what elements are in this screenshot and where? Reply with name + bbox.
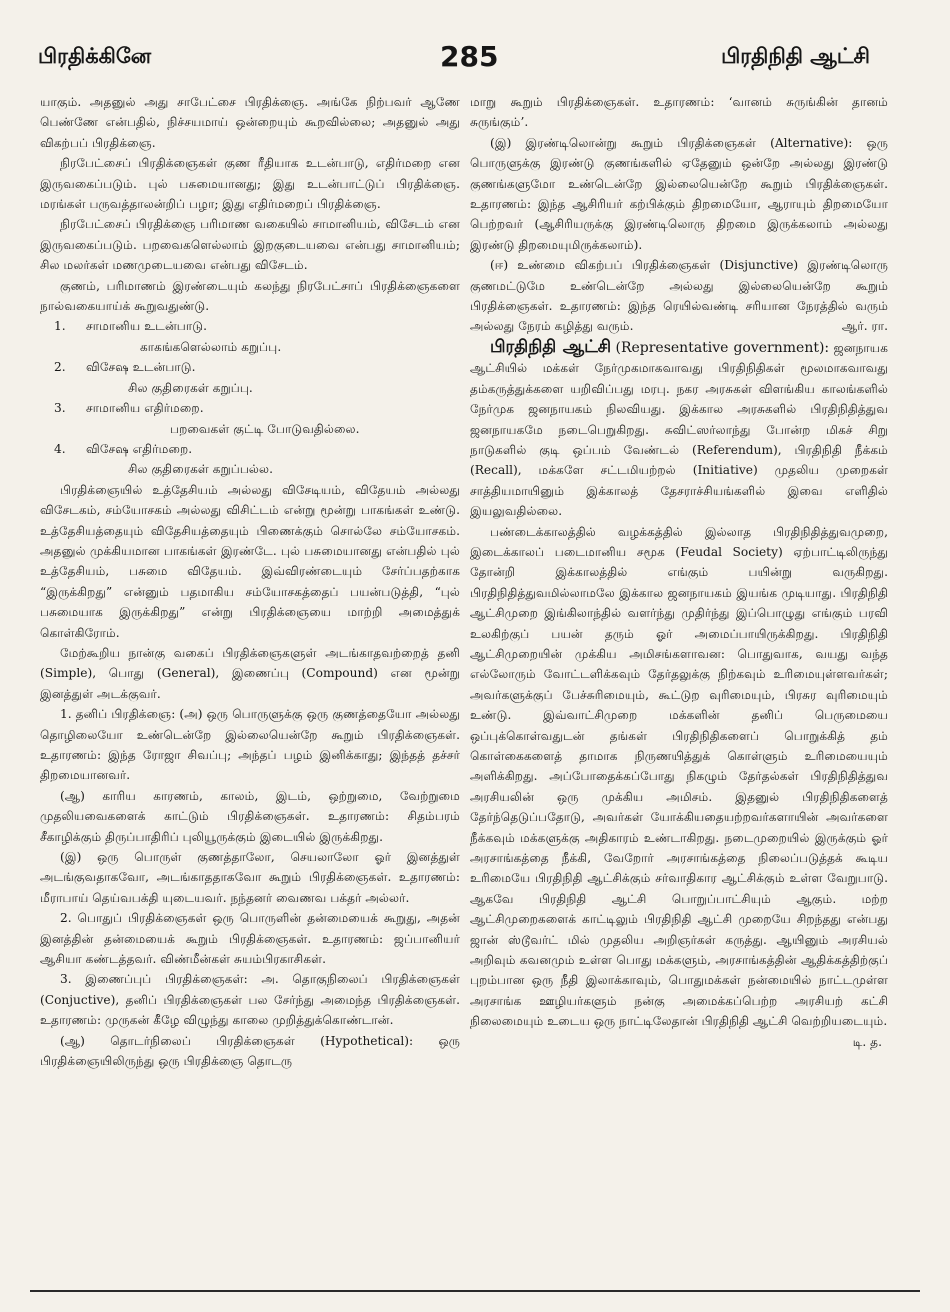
- left-column: [40, 92, 460, 1072]
- entry-title: பிரதிநிதி ஆட்சி: [490, 336, 612, 357]
- right-column: [470, 92, 888, 1052]
- paragraph: (ஆ) காரிய காரணம், காலம், இடம், ஒற்றுமை, வேற்றுமை முதலியவைகளைக் காட்டும் பிரதிக்ஞைகள். உதாரணம்: சிதம்பரம் சீகாழிக்கும் திருப்பாதிரிப் புலியூருக்கும் இடையில் இருக்கிறது.: [40, 788, 460, 844]
- list-item: [54, 357, 460, 377]
- item-label: விசேஷ உடன்பாடு.: [86, 360, 196, 375]
- paragraph: 2. பொதுப் பிரதிக்ஞைகள் ஒரு பொருளின் தன்மையைக் கூறுது, அதன் இனத்தின் தன்மையைக் கூறும் பிரதிக்ஞைகள். உதாரணம்: ஜப்பானியர் ஆசியா கண்டத்தவர். விண்மீன்கள் சுயம்பிரகாசிகள்.: [40, 911, 460, 967]
- paragraph: நிரபேட்சைப் பிரதிக்ஞை பரிமாண வகையில் சாமானியம், விசேடம் என இருவகைப்படும். பறவைகளெல்லாம் இறகுடையவை என்பது சாமானியம்; சில மலர்கள் மணமுடையவை என்பது விசேடம்.: [40, 217, 460, 273]
- list-item: [54, 439, 460, 459]
- paragraph: யாகும். அதனுல் அது சாபேட்சை பிரதிக்ஞை. அங்கே நிற்பவர் ஆணே பெண்ணே என்பதில், நிச்சயமாய் ஒன்றையும் கூறவில்லை; அதனுல் அது விகற்பப் பிரதிக்ஞை.: [40, 95, 460, 150]
- item-label: விசேஷ எதிர்மறை.: [86, 441, 193, 456]
- list-item: [54, 398, 460, 418]
- right-guide-word: பிரதிநிதி ஆட்சி: [721, 44, 870, 68]
- page-header: [0, 40, 950, 82]
- paragraph: [470, 255, 888, 337]
- entry-paragraph: [470, 337, 888, 522]
- item-example: சில குதிரைகள் கறுப்பு.: [128, 380, 253, 395]
- item-example: சில குதிரைகள் கறுப்பல்ல.: [128, 462, 274, 477]
- item-number: 3.: [54, 401, 66, 416]
- paragraph: குணம், பரிமாணம் இரண்டையும் கலந்து நிரபேட்சாப் பிரதிக்ஞைகளை நால்வகையாய்க் கூறுவதுண்டு.: [40, 278, 460, 314]
- paragraph: பண்டைக்காலத்தில் வழக்கத்தில் இல்லாத பிரதிநிதித்துவமுறை, இடைக்காலப் படைமானிய சமூக (Feudal Society) ஏற்பாட்டிலிருந்து தோன்றி இக்காலத்தில் எங்கும் பயின்று வருகிறது. பிரதிநிதித்துவமில்லாமலே இக்கால ஜனநாயகம் இயங்க முடியாது. பிரதிநிதி ஆட்சிமுறை இங்கிலாந்தில் வளர்ந்து முதிர்ந்து இப்பொழுது எங்கும் பரவி உலகிற்குப் பயன் தரும் ஓர் அமைப்பாயிருக்கிறது. பிரதிநிதி ஆட்சிமுறையின் முக்கிய அமிசங்களாவன: பொதுவாக, வயது வந்த எல்லோரும் வோட்டளிக்கவும் தேர்தலுக்கு நிற்கவும் உரிமையுள்ளவர்கள்; அவர்களுக்குப் பேச்சுரிமையும், கூட்டுற வுரிமையும், பிரசுர வுரிமையும் உண்டு. இவ்வாட்சிமுறை மக்களின் தனிப் பெருமையை ஒப்புக்கொள்வதுடன் தங்கள் பிரதிநிதிகளைப் பொறுக்கித் தம் கொள்கைகளைத் தாமாக நிருணயித்துக் கொள்ளும் உரிமையையும் அளிக்கிறது. அப்போதைக்கப்போது நிகழும் தேர்தல்கள் பிரதிநிதித்துவ அரசியலின் ஒரு முக்கிய அமிசம். இதனுல் பிரதிநிதிகளைத் தேர்ந்தெடுப்பதோடு, அவர்கள் யோக்கியதையற்றவர்களாயின் அவர்களை நீக்கவும் மக்களுக்கு அதிகாரம் உண்டாகிறது. நடைமுறையில் இருக்கும் ஓர் அரசாங்கத்தை நீக்கி, வேறோர் அரசாங்கத்தை நிலைப்படுத்தக் கூடிய உரிமையே பிரதிநிதி ஆட்சிக்கும் சர்வாதிகார ஆட்சிக்கும் உள்ள வேறுபாடு. ஆகவே பிரதிநிதி ஆட்சி பொறுப்பாட்சியும் ஆகும். மற்ற ஆட்சிமுறைகளைக் காட்டிலும் பிரதிநிதி ஆட்சி முறையே சிறந்தது என்பது ஜான் ஸ்டூவர்ட் மில் முதலிய அறிஞர்கள் கருத்து. ஆயினும் அரசியல் அறிவும் கவனமும் உள்ள பொது மக்களும், அரசாங்கத்தின் ஆதிக்கத்திற்குப் புறம்பான ஒரு நீதி இலாக்காவும், பொதுமக்கள் நன்மையில் நாட்டமுள்ள அரசாங்க ஊழியர்களும் நன்கு அமைக்கப்பெற்ற அரசியற் கட்சி நிலைமையும் உடைய ஒரு நாட்டிலேதான் பிரதிநிதி ஆட்சி வெற்றியடையும்.: [470, 524, 888, 1029]
- paragraph: மேற்கூறிய நான்கு வகைப் பிரதிக்ஞைகளுள் அடங்காதவற்றைத் தனி (Simple), பொது (General), இணைப்பு (Compound) என மூன்று இனத்துள் அடக்குவர்.: [40, 645, 460, 701]
- left-guide-word: பிரதிக்கினே: [38, 44, 152, 68]
- paragraph: (இ) ஒரு பொருள் குணத்தாலோ, செயலாலோ ஓர் இனத்துள் அடங்குவதாகவோ, அடங்காததாகவோ கூறும் பிரதிக்ஞைகள். உதாரணம்: மீராபாய் தெய்வபக்தி யுடையவர். நந்தனர் வைணவ பக்தர் அல்லர்.: [40, 850, 460, 905]
- list-item: [54, 316, 460, 336]
- page-number: 285: [440, 40, 499, 73]
- paragraph: (இ) இரண்டிலொன்று கூறும் பிரதிக்ஞைகள் (Alternative): ஒரு பொருளுக்கு இரண்டு குணங்களில் ஏதேனும் ஒன்றே அல்லது இரண்டு குணங்களுமோ உண்டென்றே இல்லையென்றே கூறும் பிரதிக்ஞைகள். உதாரணம்: இந்த ஆசிரியர் கற்பிக்கும் திறமையோ, ஆராயும் திறமையோ பெற்றவர் (ஆசிரியருக்கு இரண்டிலொரு திறமை இருக்கலாம் அல்லது இரண்டு திறமையுமிருக்கலாம்).: [470, 135, 888, 252]
- item-example: பறவைகள் குட்டி போடுவதில்லை.: [170, 421, 360, 436]
- paragraph: 3. இணைப்புப் பிரதிக்ஞைகள்: அ. தொகுநிலைப் பிரதிக்ஞைகள் (Conjuctive), தனிப் பிரதிக்ஞைகள் பல சேர்ந்து அமைந்த பிரதிக்ஞைகள். உதாரணம்: முருகன் கீழே விழுந்து காலை முறித்துக்கொண்டான்.: [40, 972, 460, 1028]
- paragraph: நிரபேட்சைப் பிரதிக்ஞைகள் குண ரீதியாக உடன்பாடு, எதிர்மறை என இருவகைப்படும். புல் பசுமையானது; இது உடன்பாட்டுப் பிரதிக்ஞை. மரங்கள் பருவத்தாலன்றிப் பழா; இது எதிர்மறைப் பிரதிக்ஞை.: [40, 156, 460, 212]
- bottom-rule: [30, 1290, 920, 1292]
- author-initials: ஆர். ரா.: [841, 319, 888, 334]
- item-number: 2.: [54, 360, 66, 375]
- entry-english-term: (Representative government):: [615, 339, 830, 356]
- paragraph: மாறு கூறும் பிரதிக்ஞைகள். உதாரணம்: ‘வானம் சுருங்கின் தானம் சுருங்கும்’.: [470, 95, 888, 130]
- item-number: 1.: [54, 319, 66, 334]
- paragraph: (ஆ) தொடர்நிலைப் பிரதிக்ஞைகள் (Hypothetical): ஒரு பிரதிக்ஞையிலிருந்து ஒரு பிரதிக்ஞை தொடரு: [40, 1033, 460, 1069]
- paragraph-text: (ஈ) உண்மை விகற்பப் பிரதிக்ஞைகள் (Disjunctive) இரண்டிலொரு குணமட்டுமே உண்டென்றே அல்லது இல்லையென்றே கூறும் பிரதிக்ஞைகள். உதாரணம்: இந்த ரெயில்வண்டி சரியான நேரத்தில் வரும் அல்லது நேரம் கழித்து வரும்.: [470, 258, 888, 334]
- author-initials: டி. த.: [852, 1034, 882, 1049]
- item-number: 4.: [54, 441, 66, 456]
- classification-list: [40, 316, 460, 479]
- paragraph: 1. தனிப் பிரதிக்ஞை: (அ) ஒரு பொருளுக்கு ஒரு குணத்தையோ அல்லது தொழிலையோ உண்டென்றே இல்லையென்றே கூறும் பிரதிக்ஞைகள். உதாரணம்: இந்த ரோஜா சிவப்பு; அந்தப் பழம் இனிக்காது; இந்தத் தச்சர் திறமையானவர்.: [40, 707, 460, 783]
- item-label: சாமானிய உடன்பாடு.: [86, 319, 207, 334]
- item-example: காகங்களெல்லாம் கறுப்பு.: [140, 339, 282, 354]
- item-label: சாமானிய எதிர்மறை.: [86, 401, 204, 416]
- paragraph: பிரதிக்ஞையில் உத்தேசியம் அல்லது விசேடியம், விதேயம் அல்லது விசேடகம், சம்யோசகம் அல்லது விசிட்டம் என்று மூன்று பாகங்கள் உண்டு. உத்தேசியத்தையும் விதேசியத்தையும் பிணைக்கும் சொல்லே சம்யோசகம். அதனுல் முக்கியமான பாகங்கள் இரண்டே. புல் பசுமையானது என்பதில் புல் உத்தேசியம், பசுமை விதேயம். இவ்விரண்டையும் சேர்ப்பதற்காக “இருக்கிறது” என்னும் பதமாகிய சம்யோசகத்தைப் பயன்படுத்தி, “புல் பசுமையாக இருக்கிறது” என்று பிரதிக்ஞையை மாற்றி அமைத்துக் கொள்கிரோம்.: [40, 482, 460, 640]
- paragraph-text: ஜனநாயக ஆட்சியில் மக்கள் நேர்முகமாகவாவது பிரதிநிதிகள் மூலமாகவாவது தம்கருத்துக்களை யறிவிப்பது மரபு. நகர அரசுகள் விளங்கிய காலங்களில் நேர்முக ஜனநாயகம் நிலவியது. இக்கால அரசுகளில் பிரதிநிதித்துவ ஜனநாயகமே நடைபெறுகிறது. சுவிட்ஸர்லாந்து போன்ற மிகச் சிறு நாடுகளில் குடி ஒப்பம் வேண்டல் (Referendum), பிரதிநிதி நீக்கம் (Recall), மக்களே சட்டமியற்றல் (Initiative) முதலிய முறைகள் சாத்தியமாயினும் இக்காலத் தேசராச்சியங்களில் இவை எளிதில் இயலுவதில்லை.: [470, 340, 889, 519]
